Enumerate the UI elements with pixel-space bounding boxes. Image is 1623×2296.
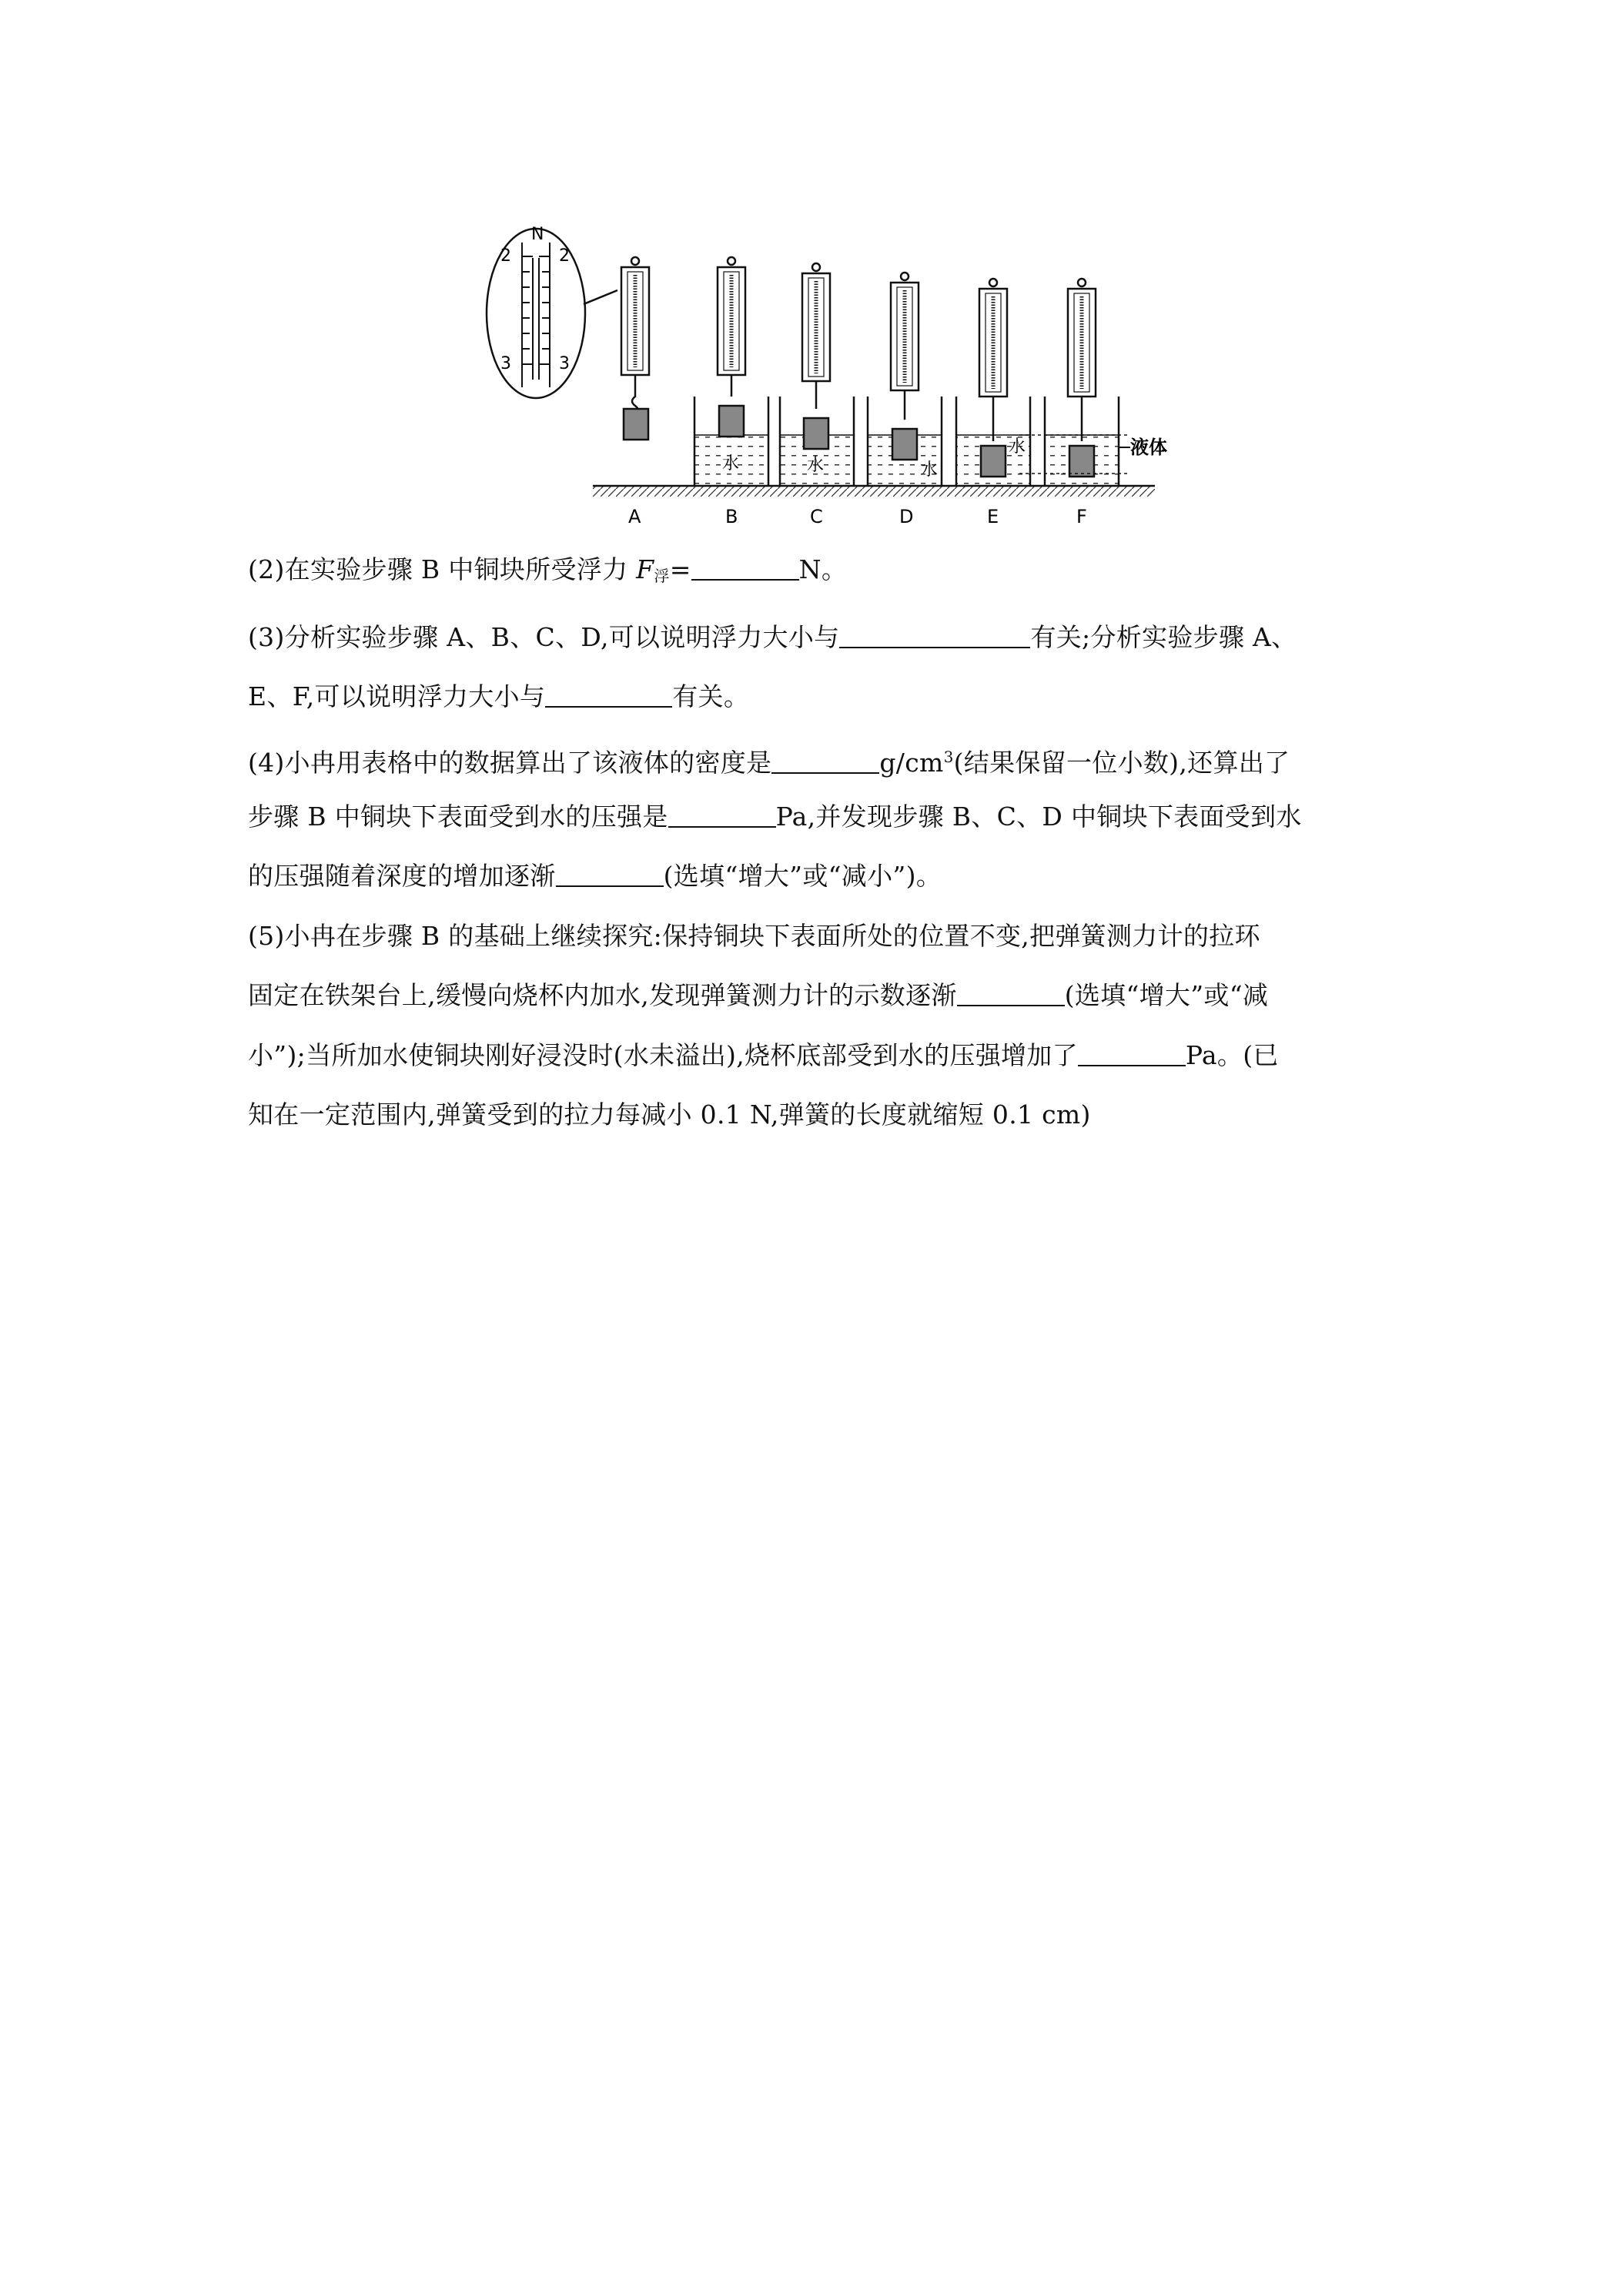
q3-text-4: 有关。	[672, 681, 750, 711]
ground	[593, 486, 1155, 497]
label-b: B	[725, 506, 738, 527]
experiment-figure	[477, 212, 1170, 535]
question-3-line-1	[248, 622, 1387, 653]
answer-blank-q4-b[interactable]	[668, 803, 776, 828]
setup-f	[1019, 279, 1167, 486]
q5-text-1: (5)小冉在步骤 B 的基础上继续探究:保持铜块下表面所处的位置不变,把弹簧测力计的拉环	[248, 921, 1260, 951]
q4-unit: g/cm	[879, 748, 944, 778]
answer-blank-q4-a[interactable]	[771, 749, 879, 774]
question-5-line-2	[248, 980, 1387, 1011]
zoom-magnifier	[487, 225, 617, 398]
water-label-e: 水	[1009, 437, 1026, 457]
q2-force-symbol: F	[636, 554, 654, 584]
answer-blank-q2[interactable]	[691, 556, 799, 581]
q3-text-2: 有关;分析实验步骤 A、	[1030, 622, 1297, 652]
question-4-line-2	[248, 802, 1387, 832]
question-5-line-3	[248, 1040, 1387, 1071]
answer-blank-q5-b[interactable]	[1078, 1042, 1186, 1066]
q4-superscript: 3	[943, 748, 954, 766]
q2-unit: N。	[798, 554, 848, 584]
question-2	[248, 554, 1387, 591]
question-5-line-1	[248, 921, 1387, 952]
q4-text-1: (4)小冉用表格中的数据算出了该液体的密度是	[248, 748, 772, 778]
answer-blank-q3-b[interactable]	[545, 683, 672, 708]
question-4-line-1	[248, 741, 1387, 778]
q4-text-3: 步骤 B 中铜块下表面受到水的压强是	[248, 802, 668, 832]
zoom-tick-3-left: 3	[500, 354, 511, 373]
question-4-line-3	[248, 861, 1387, 892]
zoom-unit-label: N	[531, 225, 544, 244]
q5-text-6: 知在一定范围内,弹簧受到的拉力每减小 0.1 N,弹簧的长度就缩短 0.1 cm)	[248, 1099, 1091, 1130]
setup-c	[780, 263, 854, 486]
liquid-label: 液体	[1130, 437, 1167, 458]
q4-text-5: 的压强随着深度的增加逐渐	[248, 861, 556, 891]
q5-text-3: (选填“增大”或“减	[1064, 980, 1269, 1010]
label-d: D	[899, 506, 914, 527]
label-a: A	[628, 506, 641, 527]
q5-text-5: Pa。(已	[1185, 1040, 1279, 1070]
label-f: F	[1076, 506, 1087, 527]
setup-d	[868, 273, 942, 486]
zoom-tick-3-right: 3	[559, 354, 570, 373]
answer-blank-q5-a[interactable]	[957, 982, 1065, 1006]
q2-subscript: 浮	[654, 567, 670, 585]
q3-text-3: E、F,可以说明浮力大小与	[248, 681, 546, 711]
step-labels	[628, 506, 1087, 527]
water-label-c: 水	[807, 456, 825, 475]
q4-text-6: (选填“增大”或“减小”)。	[663, 861, 942, 891]
setup-a	[621, 257, 649, 440]
question-5-line-4	[248, 1099, 1387, 1130]
q5-text-2: 固定在铁架台上,缓慢向烧杯内加水,发现弹簧测力计的示数逐渐	[248, 980, 957, 1010]
zoom-tick-2-left: 2	[500, 246, 511, 266]
setup-b	[694, 257, 768, 486]
question-3-line-2	[248, 681, 1387, 712]
answer-blank-q3-a[interactable]	[839, 624, 1030, 648]
label-e: E	[987, 506, 999, 527]
q2-equals: =	[669, 554, 691, 584]
q2-text: (2)在实验步骤 B 中铜块所受浮力	[248, 554, 637, 584]
q3-text-1: (3)分析实验步骤 A、B、C、D,可以说明浮力大小与	[248, 622, 840, 652]
answer-blank-q4-c[interactable]	[556, 862, 664, 887]
q4-text-4: Pa,并发现步骤 B、C、D 中铜块下表面受到水	[775, 802, 1302, 832]
q4-text-2: (结果保留一位小数),还算出了	[953, 748, 1290, 778]
water-label-b: 水	[722, 454, 740, 474]
water-label-d: 水	[921, 460, 939, 480]
q5-text-4: 小”);当所加水使铜块刚好浸没时(水未溢出),烧杯底部受到水的压强增加了	[248, 1040, 1078, 1070]
label-c: C	[810, 506, 823, 527]
setup-e	[956, 279, 1030, 486]
zoom-tick-2-right: 2	[559, 246, 570, 266]
